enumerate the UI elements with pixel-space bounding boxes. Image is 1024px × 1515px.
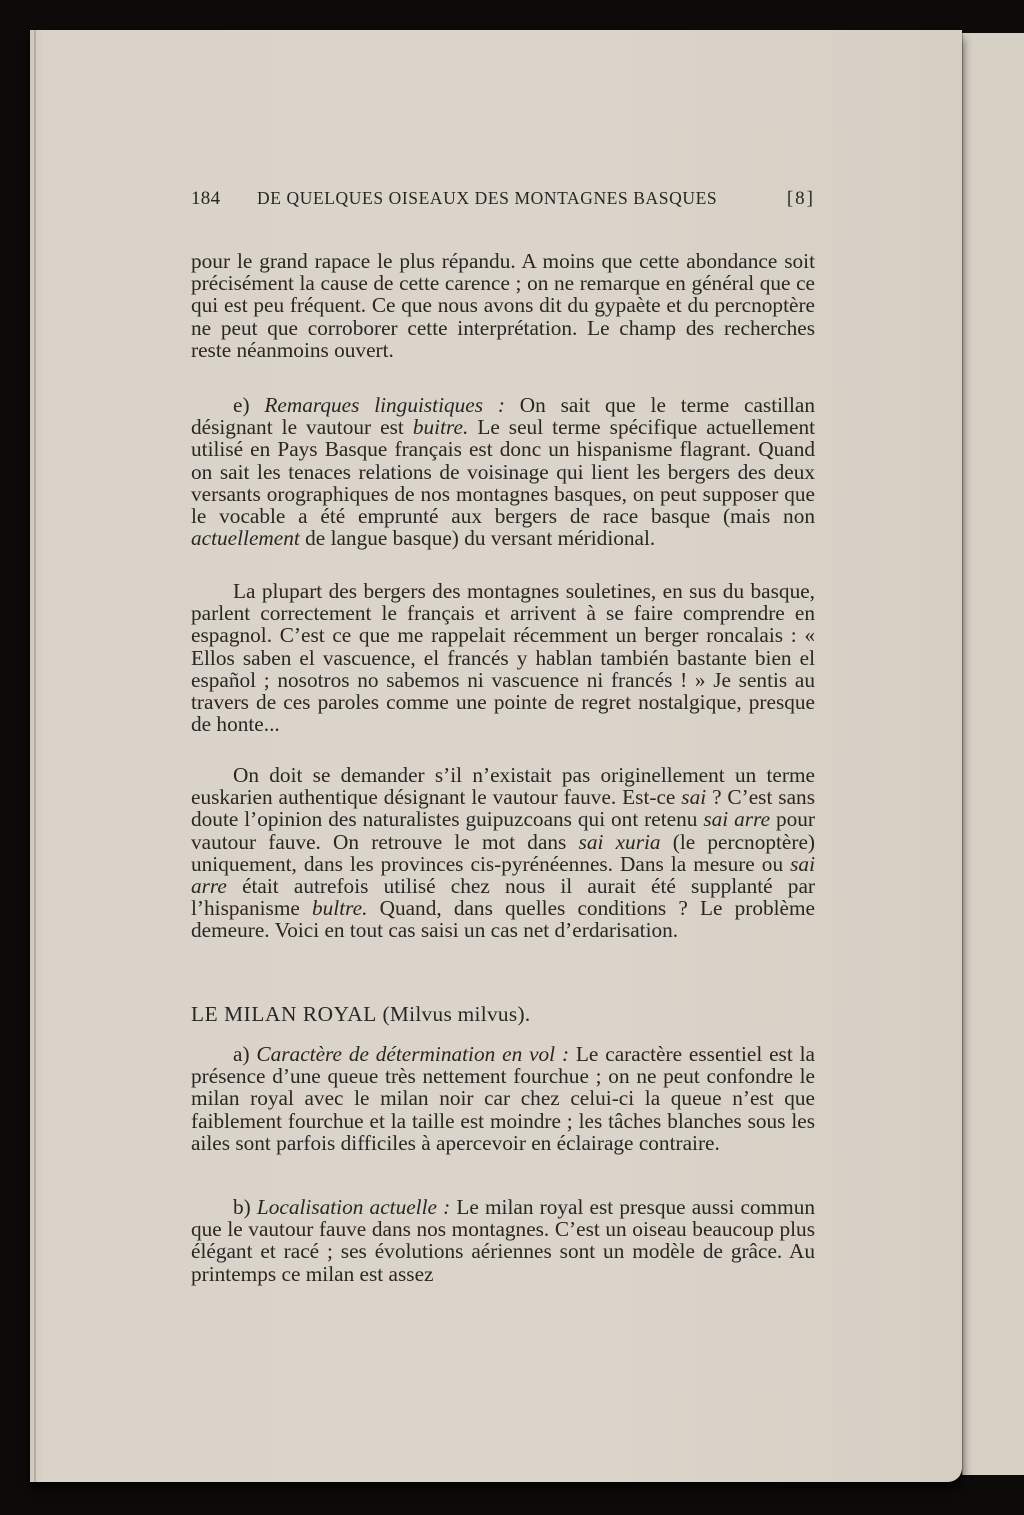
section-heading-latin: (Milvus milvus). <box>382 1002 531 1026</box>
italic-term: sai xuria <box>578 829 661 854</box>
paragraph-text: pour le grand rapace le plus répandu. A moins que cette abondance soit précisément la cause de cette carence ; on ne remarque en général que ce qui est peu fréquent. Ce que nous avons dit du gypaète et du percnoptère ne peut que corroborer cette interprétation. Le champ des recherches reste néanmoins ouvert. <box>191 249 815 362</box>
paragraph-remarques-linguistiques <box>191 394 815 549</box>
item-label: b) <box>233 1195 251 1219</box>
paragraph-bergers <box>191 580 815 735</box>
paragraph-text: Le milan royal est presque aussi commun que le vautour fauve dans nos montagnes. C’est un oiseau beaucoup plus élégant et racé ; ses évolutions aériennes sont un modèle de grâce. Au printemps ce milan est assez <box>191 1195 815 1286</box>
page-fold-edge <box>34 30 36 1482</box>
subsection-title: Caractère de détermination en vol : <box>256 1042 570 1066</box>
italic-term: buitre. <box>412 415 469 440</box>
section-heading-caps: LE MILAN ROYAL <box>191 1002 377 1026</box>
item-label: a) <box>233 1042 250 1066</box>
paragraph-text: On doit se demander s’il n’existait pas originellement un terme euskarien authentique désignant le vautour fauve. Est-ce <box>191 763 815 810</box>
running-header <box>191 188 815 210</box>
italic-term: sai arre <box>191 851 815 899</box>
paragraph-text: On sait que le terme castillan désignant le vautour est <box>191 393 815 440</box>
paragraph-caractere <box>191 1043 815 1154</box>
paragraph-text: (le percnoptère) uniquement, dans les provinces cis-pyrénéennes. Dans la mesure ou <box>191 829 816 876</box>
section-marker: [8] <box>786 188 815 209</box>
paragraph-continuation <box>191 250 815 361</box>
italic-term: sai arre <box>703 807 771 832</box>
paragraph-terme-euskarien <box>191 764 815 942</box>
paragraph-text: Quand, dans quelles conditions ? Le problème demeure. Voici en tout cas saisi un cas net d’erdarisation. <box>191 896 816 943</box>
paragraph-text: était autrefois utilisé chez nous il aurait été supplanté par l’hispanisme <box>191 874 815 921</box>
paragraph-text: pour vautour fauve. On retrouve le mot dans <box>191 807 815 854</box>
paragraph-text: Le seul terme spécifique actuellement utilisé en Pays Basque français est donc un hispanisme flagrant. Quand on sait les tenaces relations de voisinage qui lient les bergers des deux versants orographiques de nos montagnes basques, on peut supposer que le vocable a été emprunté aux bergers de race basque (mais non <box>191 415 816 529</box>
paragraph-text: ? C’est sans doute l’opinion des naturalistes guipuzcoans qui ont retenu <box>191 785 815 832</box>
paragraph-text: de langue basque) du versant méridional. <box>305 526 656 551</box>
section-heading <box>191 1003 815 1025</box>
item-label: e) <box>233 393 250 417</box>
page-number: 184 <box>191 188 221 209</box>
subsection-title: Remarques linguistiques : <box>264 393 505 417</box>
paragraph-text: La plupart des bergers des montagnes souletines, en sus du basque, parlent correctement le français et arrivent à se faire comprendre en espagnol. C’est ce que me rappelait récemment un berger roncalais : « Ellos saben el vascuence, el francés y hablan también bastante bien el español ; nosotros no sabemos ni vascuence ni francés ! » Je sentis au travers de ces paroles comme une pointe de regret nostalgique, presque de honte... <box>191 579 815 737</box>
italic-term: actuellement <box>191 526 300 551</box>
paragraph-text: Le caractère essentiel est la présence d’une queue très nettement fourchue ; on ne peut confondre le milan royal avec le milan noir car chez celui-ci la queue n’est que faiblement fourchue et la taille est moindre ; les tâches blanches sous les ailes sont parfois difficiles à apercevoir en éclairage contraire. <box>191 1042 815 1155</box>
italic-term: sai <box>681 785 707 810</box>
running-title: DE QUELQUES OISEAUX DES MONTAGNES BASQUES <box>257 188 718 208</box>
adjacent-page-edge <box>962 33 1024 1475</box>
subsection-title: Localisation actuelle : <box>256 1195 451 1219</box>
paragraph-localisation <box>191 1196 815 1285</box>
italic-term: bultre. <box>312 896 368 921</box>
